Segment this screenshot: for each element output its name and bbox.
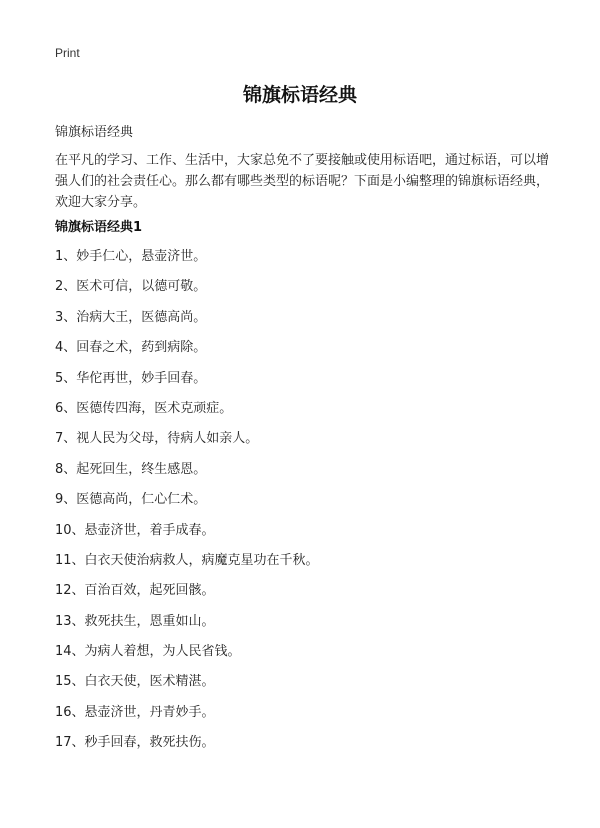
slogan-item: 16、悬壶济世，丹青妙手。 — [55, 704, 215, 720]
section-heading: 锦旗标语经典1 — [55, 220, 143, 235]
slogan-item: 14、为病人着想，为人民省钱。 — [55, 644, 241, 660]
print-label: Print — [55, 46, 80, 60]
slogan-item: 12、百治百效，起死回骸。 — [55, 583, 215, 599]
slogan-item: 9、医德高尚，仁心仁术。 — [55, 492, 207, 508]
slogan-item: 11、白衣天使治病救人，病魔克星功在千秋。 — [55, 552, 319, 568]
slogan-item: 4、回春之术，药到病除。 — [55, 340, 207, 356]
document-subtitle: 锦旗标语经典 — [55, 125, 134, 140]
slogan-item: 8、起死回生，终生感恩。 — [55, 461, 207, 477]
intro-paragraph: 在平凡的学习、工作、生活中，大家总免不了要接触或使用标语吧，通过标语，可以增强人们的社会责任心。那么都有哪些类型的标语呢？下面是小编整理的锦旗标语经典，欢迎大家分享。 — [55, 153, 550, 210]
slogan-item: 6、医德传四海，医术克顽症。 — [55, 400, 233, 416]
slogan-item: 7、视人民为父母，待病人如亲人。 — [55, 431, 259, 447]
slogan-item: 2、医术可信，以德可敬。 — [55, 279, 207, 295]
slogan-item: 10、悬壶济世，着手成春。 — [55, 522, 215, 538]
document-title: 锦旗标语经典 — [242, 84, 357, 106]
slogan-item: 1、妙手仁心，悬壶济世。 — [55, 249, 207, 264]
slogan-item: 15、白衣天使，医术精湛。 — [55, 674, 215, 690]
slogan-item: 3、治病大王，医德高尚。 — [55, 309, 207, 325]
slogan-item: 5、华佗再世，妙手回春。 — [55, 370, 207, 386]
slogan-item: 13、救死扶生，恩重如山。 — [55, 613, 215, 629]
slogan-item: 17、秒手回春，救死扶伤。 — [55, 735, 215, 751]
slogan-list — [55, 247, 555, 764]
